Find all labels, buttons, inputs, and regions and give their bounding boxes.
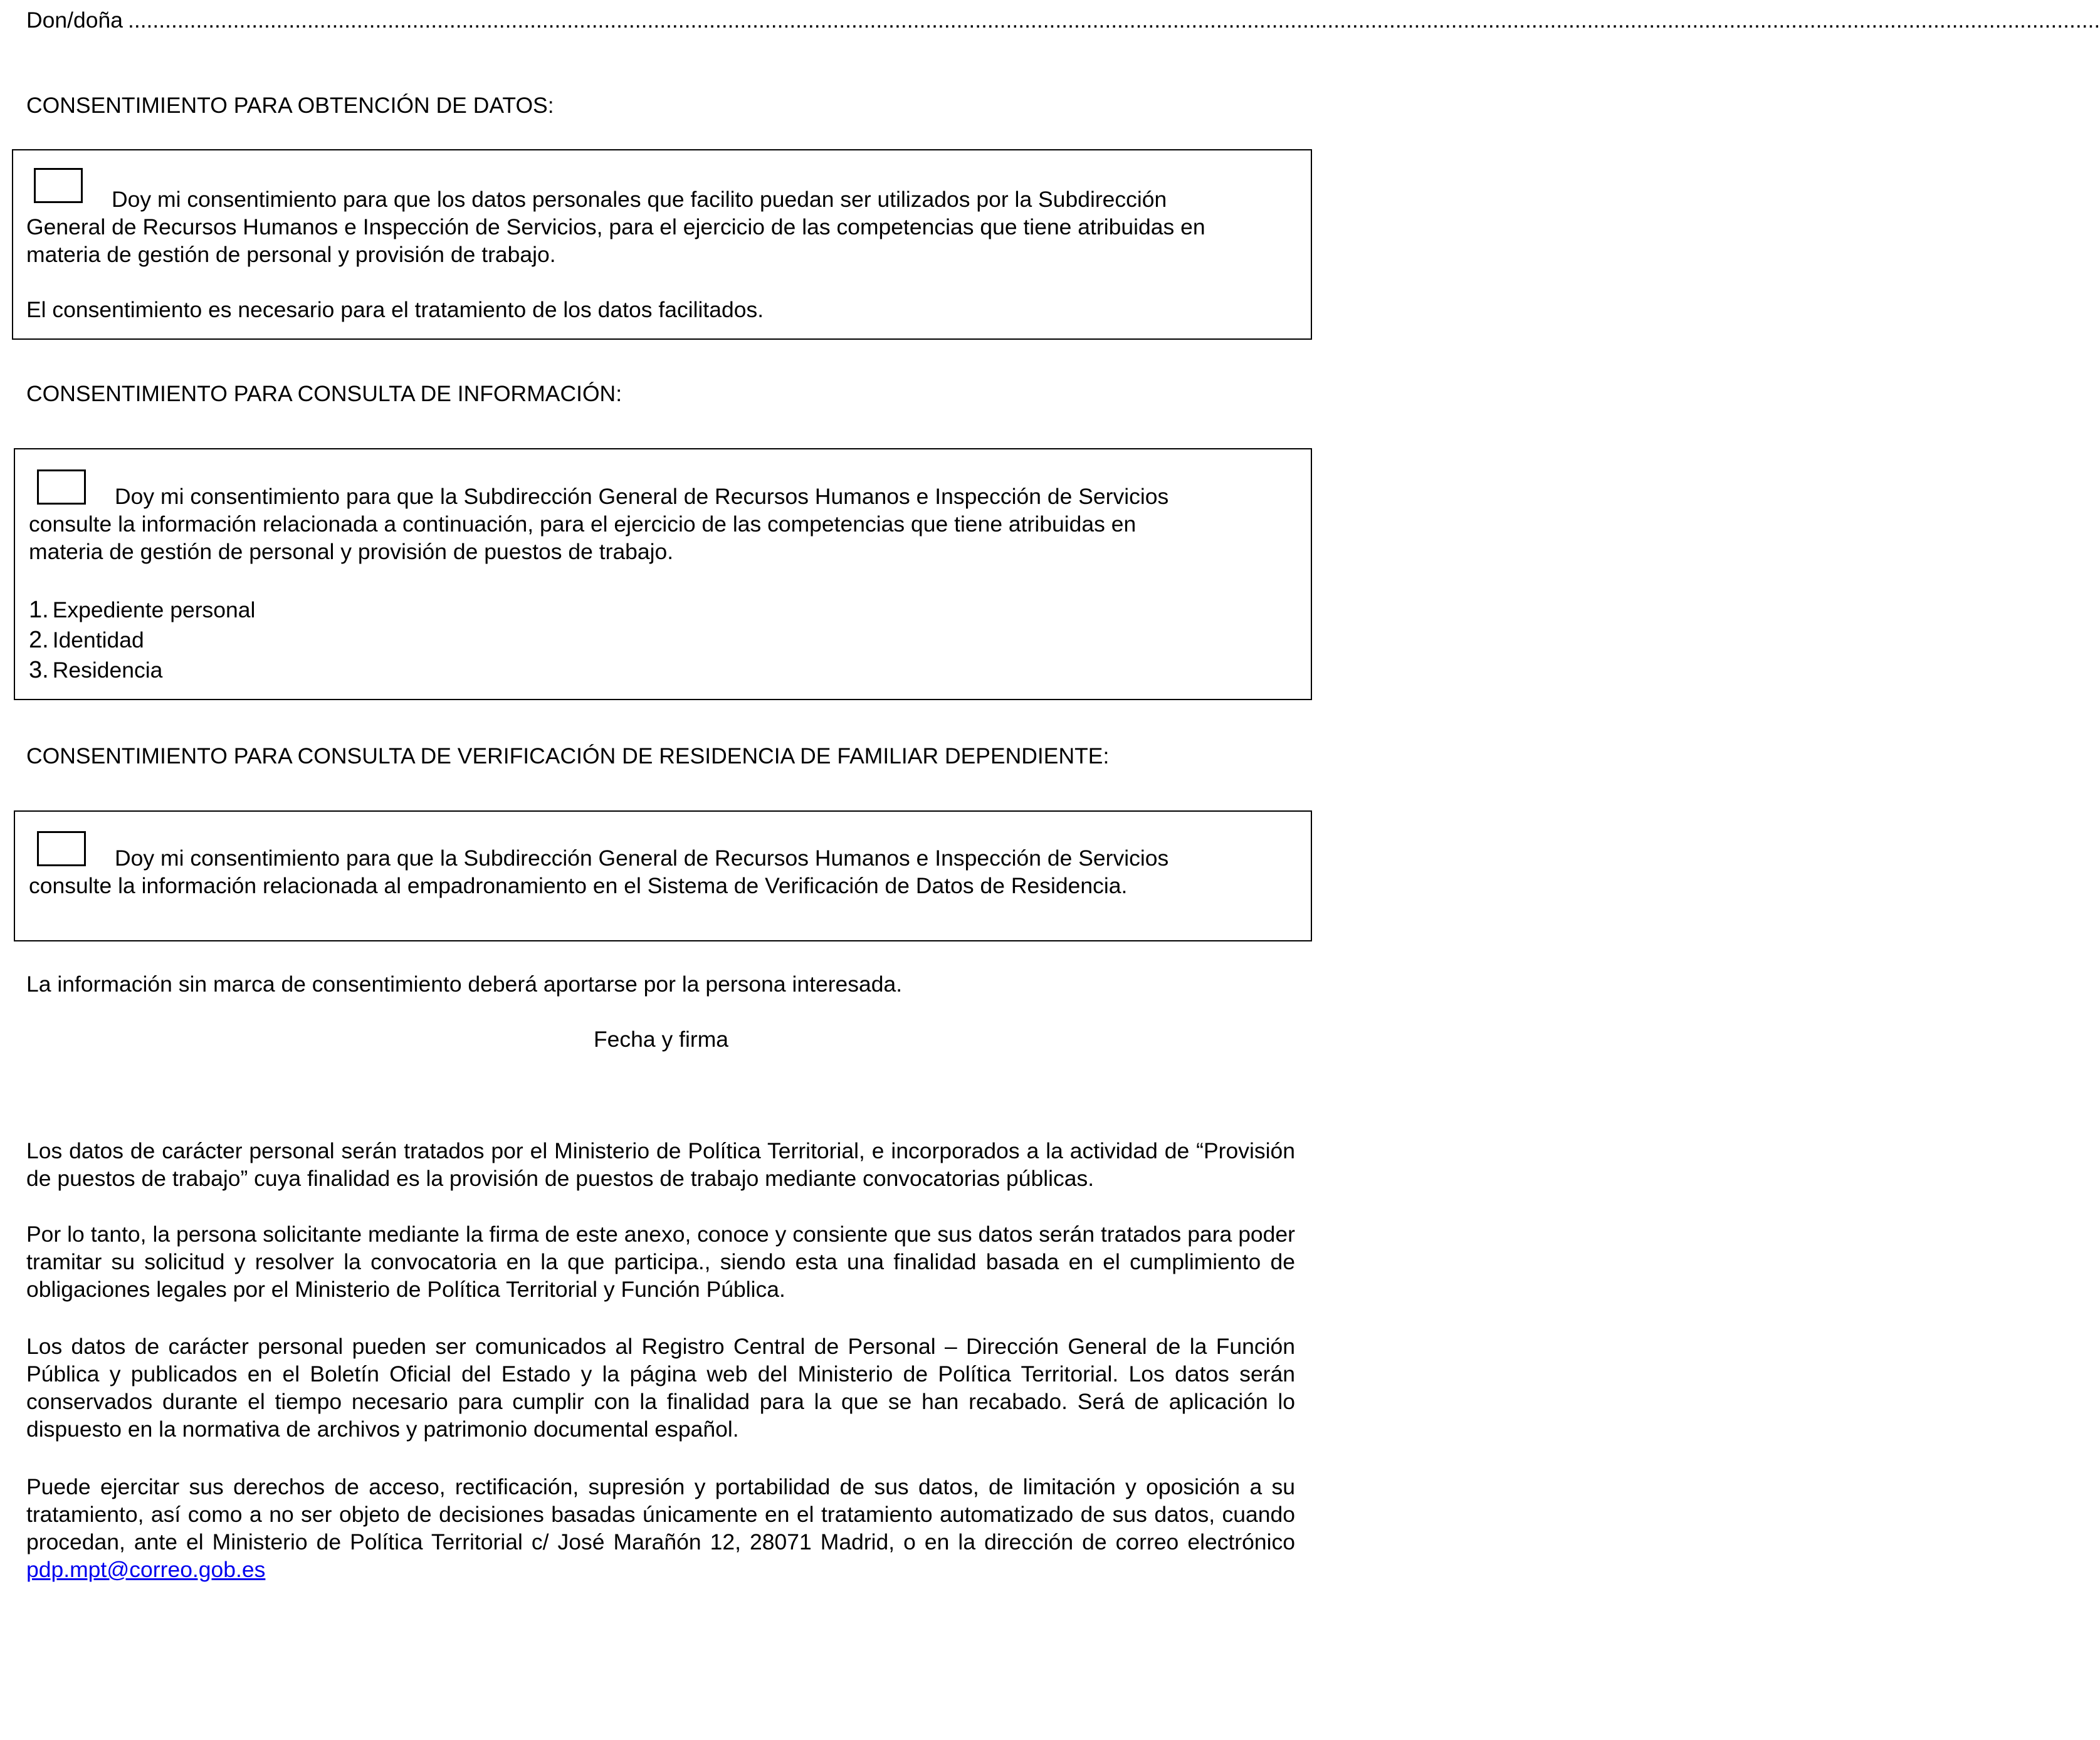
list-item: 1. Expediente personal	[29, 597, 256, 623]
list-item: 2. Identidad	[29, 627, 144, 653]
notice-text: La información sin marca de consentimiento deberá aportarse por la persona interesada.	[26, 972, 903, 997]
section3-consent-checkbox[interactable]	[37, 831, 86, 866]
section1-consent-checkbox[interactable]	[34, 168, 83, 203]
section1-note: El consentimiento es necesario para el tratamiento de los datos facilitados.	[26, 297, 764, 322]
section1-title: CONSENTIMIENTO PARA OBTENCIÓN DE DATOS:	[26, 93, 554, 118]
list-item: 3. Residencia	[29, 657, 163, 683]
section2-box	[14, 448, 1312, 700]
legal-paragraph-3: Los datos de carácter personal pueden ser comunicados al Registro Central de Personal – Dirección General de la Función Pública y publicados en el Boletín Oficial del Estado y la página web del Ministerio de Política Territorial. Los datos serán conservados durante el tiempo necesario para cumplir con la finalidad para la que se han recabado. Será de aplicación lo dispuesto en la normativa de archivos y patrimonio documental español.	[26, 1334, 1295, 1442]
section2-title: CONSENTIMIENTO PARA CONSULTA DE INFORMACIÓN:	[26, 381, 622, 406]
legal-paragraph-1: Los datos de carácter personal serán tratados por el Ministerio de Política Territorial, e incorporados a la actividad de “Provisión de puestos de trabajo” cuya finalidad es la provisión de puestos de trabajo mediante convocatorias públicas.	[26, 1138, 1295, 1191]
section3-consent-line1: Doy mi consentimiento para que la Subdirección General de Recursos Humanos e Inspección de Servicios	[115, 846, 1169, 871]
legal-paragraph-4	[26, 1473, 1295, 1583]
section3-box	[14, 810, 1312, 941]
signature-label: Fecha y firma	[593, 1027, 729, 1052]
section2-consent-line3: materia de gestión de personal y provisión de puestos de trabajo.	[29, 539, 674, 564]
section2-consent-line2: consulte la información relacionada a continuación, para el ejercicio de las competencias que tiene atribuidas en	[29, 511, 1137, 537]
section1-consent-line3: materia de gestión de personal y provisión de trabajo.	[26, 242, 556, 267]
name-fill-line[interactable]: ...............................................................................................................................................................................................................................................................................................................................	[127, 8, 2100, 33]
section1-consent-line2: General de Recursos Humanos e Inspección de Servicios, para el ejercicio de las competencias que tiene atribuidas en	[26, 214, 1205, 239]
section3-consent-line2: consulte la información relacionada al empadronamiento en el Sistema de Verificación de Datos de Residencia.	[29, 873, 1128, 898]
name-label: Don/doña	[26, 8, 123, 33]
legal-paragraph-2: Por lo tanto, la persona solicitante mediante la firma de este anexo, conoce y consiente que sus datos serán tratados para poder tramitar su solicitud y resolver la convocatoria en la que participa., siendo esta una finalidad basada en el cumplimiento de obligaciones legales por el Ministerio de Política Territorial y Función Pública.	[26, 1222, 1295, 1302]
section2-consent-line1: Doy mi consentimiento para que la Subdirección General de Recursos Humanos e Inspección de Servicios	[115, 484, 1169, 509]
name-row	[26, 6, 2100, 34]
section3-title: CONSENTIMIENTO PARA CONSULTA DE VERIFICACIÓN DE RESIDENCIA DE FAMILIAR DEPENDIENTE:	[26, 743, 1110, 768]
contact-email-link[interactable]: pdp.mpt@correo.gob.es	[26, 1557, 266, 1582]
section2-consent-checkbox[interactable]	[37, 469, 86, 505]
section1-box	[12, 149, 1312, 340]
section1-consent-line1: Doy mi consentimiento para que los datos personales que facilito puedan ser utilizados por la Subdirección	[112, 187, 1167, 212]
rights-text: Puede ejercitar sus derechos de acceso, rectificación, supresión y portabilidad de sus datos, de limitación y oposición a su tratamiento, así como a no ser objeto de decisiones basadas únicamente en el tratamiento automatizado de sus datos, cuando procedan, ante el Ministerio de Política Territorial c/ José Marañón 12, 28071 Madrid, o en la dirección de correo electrónico	[26, 1474, 1295, 1554]
